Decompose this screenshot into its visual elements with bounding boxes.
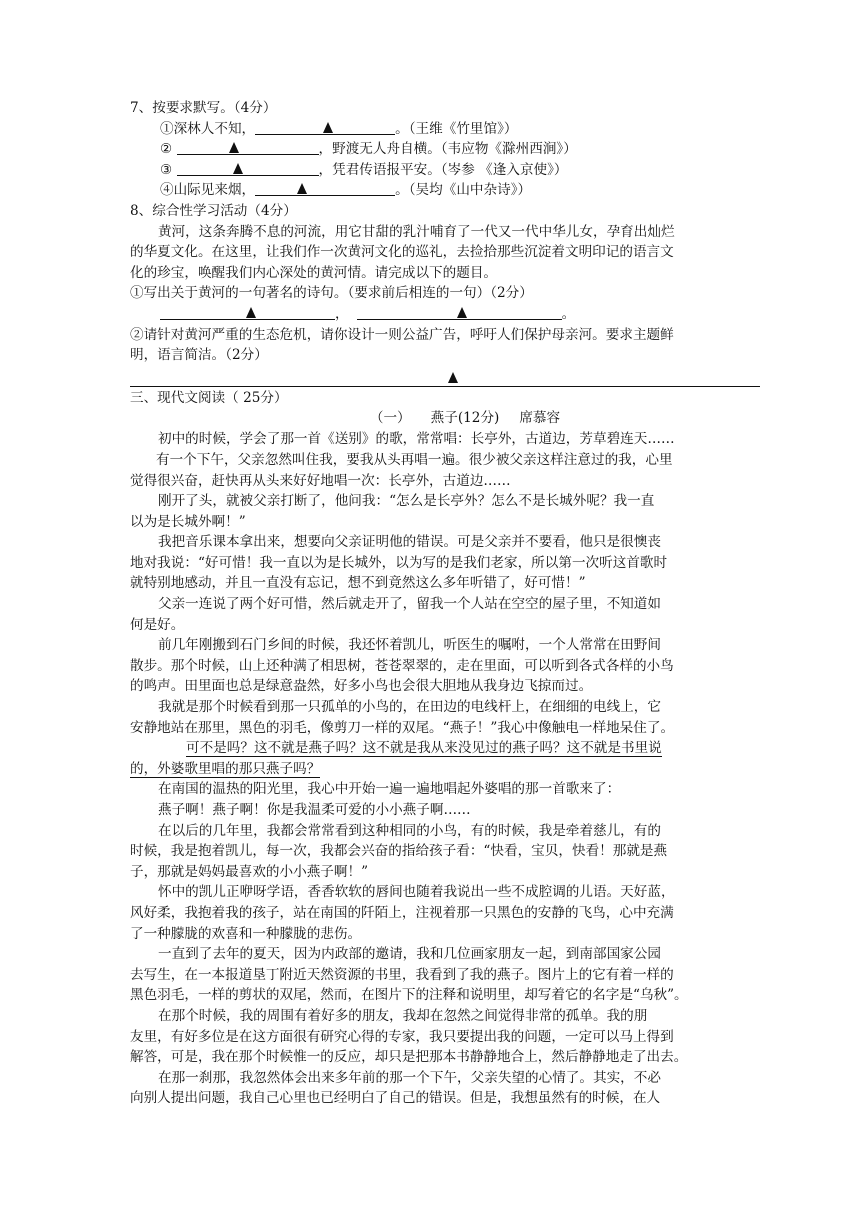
passage-line: 黑色羽毛，一样的剪状的双尾，然而，在图片下的注释和说明里，却写着它的名字是“乌秋”。: [130, 987, 688, 1004]
passage-author: 席慕容: [519, 410, 561, 427]
q8-sub2-prompt: ②请针对黄河严重的生态危机，请你设计一则公益广告，呼吁人们保护母亲河。要求主题鲜: [130, 326, 674, 343]
triangle-mark-icon: [233, 163, 243, 174]
passage-body: [130, 429, 760, 1109]
passage-line: 在那一刹那，我忽然体会出来多年前的那一个下午，父亲失望的心情了。其实，不必: [158, 1069, 661, 1086]
q8-sub2-prompt-cont: 明，语言简洁。（2分）: [130, 347, 268, 364]
answer-blank[interactable]: [255, 119, 395, 135]
passage-title-row: [130, 408, 760, 429]
passage-line: 一直到了去年的夏天，因为内政部的邀请，我和几位画家朋友一起，到南部国家公园: [158, 946, 661, 963]
q8-sub1-answer: ， 。: [130, 304, 760, 325]
passage-line: 我就是那个时候看到那一只孤单的小鸟的，在田边的电线杆上，在细细的电线上，它: [158, 699, 661, 716]
passage-line: 有一个下午，父亲忽然叫住我，要我从头再唱一遍。很少被父亲这样注意过的我，心里: [156, 451, 673, 468]
passage-line: 的鸣声。田里面也总是绿意盎然，好多小鸟也会很大胆地从我身边飞掠而过。: [130, 678, 593, 695]
passage-line: 怀中的凯儿正咿呀学语，香香软软的唇间也随着我说出一些不成腔调的儿语。天好蓝，: [158, 884, 675, 901]
passage-line: 何是好。: [130, 616, 185, 633]
passage-line: 友里，有好多位是在这方面很有研究心得的专家，我只要提出我的问题，一定可以马上得到: [130, 1028, 674, 1045]
passage-line: 在那个时候，我的周围有着好多的朋友，我却在忽然之间觉得非常的孤单。我的朋: [158, 1007, 648, 1024]
answer-line[interactable]: [130, 366, 760, 387]
section3-heading: 三、现代文阅读（ 25分）: [130, 389, 288, 406]
passage-line: 了一种朦胧的欢喜和一种朦胧的悲伤。: [130, 925, 362, 942]
passage-line: 初中的时候，学会了那一首《送别》的歌，常常唱：长亭外，古道边，芳草碧连天……: [158, 431, 675, 448]
passage-line: 安静地站在那里，黑色的羽毛，像剪刀一样的双尾。“燕子！”我心中像触电一样地呆住了。: [130, 719, 675, 736]
passage-line: 向别人提出问题，我自己心里也已经明白了自己的错误。但是，我想虽然有的时候，在人: [130, 1090, 661, 1107]
passage-line: 散步。那个时候，山上还种满了相思树，苍苍翠翠的，走在里面，可以听到各式各样的小鸟: [130, 657, 674, 674]
q8-heading: 8、综合性学习活动（4分）: [130, 202, 297, 219]
passage-line: 在南国的温热的阳光里，我心中开始一遍一遍地唱起外婆唱的那一首歌来了：: [158, 781, 621, 798]
passage-line: 觉得很兴奋，赶快再从头来好好地唱一次：长亭外，古道边……: [130, 472, 511, 489]
answer-blank[interactable]: [177, 139, 319, 155]
passage-line: 以为是长城外啊！”: [130, 513, 246, 530]
triangle-mark-icon: [229, 142, 239, 153]
passage-line: 风好柔，我抱着我的孩子，站在南国的阡陌上，注视着那一只黑色的安静的飞鸟，心中充满: [130, 904, 674, 921]
passage-line: 父亲一连说了两个好可惜，然后就走开了，留我一个人站在空空的屋子里，不知道如: [158, 596, 661, 613]
passage-line: 我把音乐课本拿出来，想要向父亲证明他的错误。可是父亲并不要看，他只是很懊丧: [158, 534, 661, 551]
q7-item-1: ①深林人不知， 。（王维《竹里馆》）: [160, 120, 518, 137]
triangle-mark-icon: [323, 122, 333, 133]
answer-blank[interactable]: [357, 304, 562, 320]
q8-sub1-prompt: ①写出关于黄河的一句著名的诗句。（要求前后相连的一句）（2分）: [130, 285, 533, 302]
answer-blank[interactable]: [160, 304, 335, 320]
passage-line: 就特别地感动，并且一直没有忘记，想不到竟然这么多年听错了，好可惜！”: [130, 575, 586, 592]
q7-item-2: ② ，野渡无人舟自横。（韦应物《滁州西涧》）: [160, 141, 577, 158]
passage-line: 前几年刚搬到石门乡间的时候，我还怀着凯儿，听医生的嘱咐，一个人常常在田野间: [158, 637, 661, 654]
passage-line: 燕子啊！燕子啊！你是我温柔可爱的小小燕子啊……: [158, 802, 471, 818]
triangle-mark-icon: [457, 307, 467, 318]
q7-item-3: ③ ，凭君传语报平安。（岑参 《逢入京使》）: [160, 161, 568, 178]
triangle-mark-icon: [246, 307, 256, 318]
q8-intro-line: 化的珍宝，唤醒我们内心深处的黄河情。请完成以下的题目。: [130, 264, 498, 281]
q8-intro-line: 的华夏文化。在这里，让我们作一次黄河文化的巡礼，去捡拾那些沉淀着文明印记的语言文: [130, 244, 674, 261]
passage-line: 去写生，在一本报道垦丁附近天然资源的书里，我看到了我的燕子。图片上的它有着一样的: [130, 966, 674, 983]
triangle-mark-icon: [297, 183, 307, 194]
exam-page: [130, 98, 760, 1109]
passage-line: 地对我说：“好可惜！我一直以为是长城外，以为写的是我们老家，所以第一次听这首歌时: [130, 554, 668, 571]
q8-intro-line: 黄河，这条奔腾不息的河流，用它甘甜的乳汁哺育了一代又一代中华儿女，孕育出灿烂: [158, 223, 675, 240]
passage-line: 解答，可是，我在那个时候惟一的反应，却只是把那本书静静地合上，然后静静地走了出去。: [130, 1049, 688, 1066]
passage-line: 刚开了头，就被父亲打断了，他问我：“怎么是长亭外？怎么不是长城外呢？我一直: [158, 493, 655, 510]
answer-blank[interactable]: [177, 160, 319, 176]
passage-title: 燕子(12分): [430, 410, 500, 427]
passage-line: 在以后的几年里，我都会常常看到这种相同的小鸟，有的时候，我是牵着慈儿，有的: [158, 822, 661, 839]
passage-line: 时候，我是抱着凯儿，每一次，我都会兴奋的指给孩子看：“快看，宝贝，快看！那就是燕: [130, 843, 668, 860]
triangle-mark-icon: [448, 372, 458, 383]
passage-part: （一）: [369, 410, 411, 427]
q7-heading: 7、按要求默写。（4分）: [130, 100, 277, 116]
passage-line: 子，那就是妈妈最喜欢的小小燕子啊！”: [130, 863, 369, 880]
answer-blank[interactable]: [255, 180, 395, 196]
passage-underlined-line: 可不是吗？这不就是燕子吗？这不就是我从来没见过的燕子吗？这不就是书里说: [186, 740, 662, 757]
q7-item-4: ④山际见来烟， 。（吴均《山中杂诗》）: [160, 182, 532, 199]
passage-underlined-line: 的，外婆歌里唱的那只燕子吗？: [130, 760, 321, 777]
